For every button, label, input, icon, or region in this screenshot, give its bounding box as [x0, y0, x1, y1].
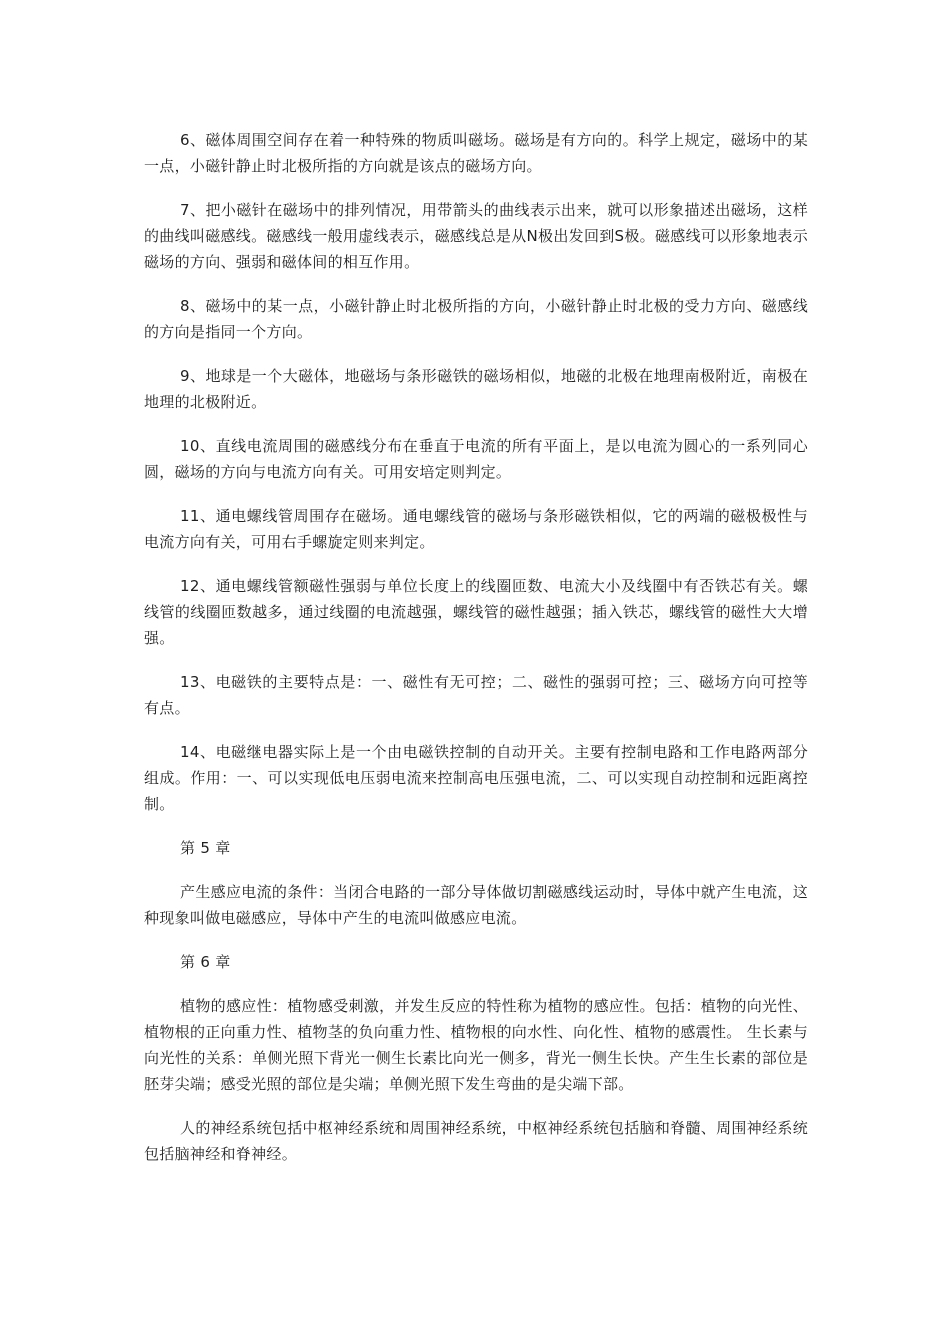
paragraph-6: 6、磁体周围空间存在着一种特殊的物质叫磁场。磁场是有方向的。科学上规定，磁场中的某一点，小磁针静止时北极所指的方向就是该点的磁场方向。	[144, 131, 808, 175]
paragraph-12: 12、通电螺线管额磁性强弱与单位长度上的线圈匝数、电流大小及线圈中有否铁芯有关。螺线管的线圈匝数越多，通过线圈的电流越强，螺线管的磁性越强；插入铁芯，螺线管的磁性大大增强。	[144, 577, 808, 647]
chapter-5-heading: 第 5 章	[180, 839, 231, 857]
chapter-6-paragraph-nervous-system: 人的神经系统包括中枢神经系统和周围神经系统，中枢神经系统包括脑和脊髓、周围神经系统包括脑神经和脊神经。	[144, 1119, 808, 1163]
chapter-5-paragraph: 产生感应电流的条件：当闭合电路的一部分导体做切割磁感线运动时，导体中就产生电流，这种现象叫做电磁感应，导体中产生的电流叫做感应电流。	[144, 883, 808, 927]
paragraph-8: 8、磁场中的某一点，小磁针静止时北极所指的方向，小磁针静止时北极的受力方向、磁感线的方向是指同一个方向。	[144, 297, 808, 341]
chapter-6-paragraph-plant: 植物的感应性：植物感受刺激，并发生反应的特性称为植物的感应性。包括：植物的向光性、植物根的正向重力性、植物茎的负向重力性、植物根的向水性、向化性、植物的感震性。 生长素与向光性的关系：单侧光照下背光一侧生长素比向光一侧多，背光一侧生长快。产生生长素的部位是胚芽尖端；感受光照的部位是尖端；单侧光照下发生弯曲的是尖端下部。	[144, 997, 808, 1093]
paragraph-10: 10、直线电流周围的磁感线分布在垂直于电流的所有平面上，是以电流为圆心的一系列同心圆，磁场的方向与电流方向有关。可用安培定则判定。	[144, 437, 808, 481]
paragraph-13: 13、电磁铁的主要特点是：一、磁性有无可控；二、磁性的强弱可控；三、磁场方向可控等有点。	[144, 673, 808, 717]
paragraph-14: 14、电磁继电器实际上是一个由电磁铁控制的自动开关。主要有控制电路和工作电路两部分组成。作用：一、可以实现低电压弱电流来控制高电压强电流，二、可以实现自动控制和远距离控制。	[144, 743, 808, 813]
paragraph-11: 11、通电螺线管周围存在磁场。通电螺线管的磁场与条形磁铁相似，它的两端的磁极极性与电流方向有关，可用右手螺旋定则来判定。	[144, 507, 808, 551]
document-body	[144, 127, 808, 1185]
paragraph-7: 7、把小磁针在磁场中的排列情况，用带箭头的曲线表示出来，就可以形象描述出磁场，这样的曲线叫磁感线。磁感线一般用虚线表示，磁感线总是从N极出发回到S极。磁感线可以形象地表示磁场的方向、强弱和磁体间的相互作用。	[144, 201, 808, 271]
paragraph-9: 9、地球是一个大磁体，地磁场与条形磁铁的磁场相似，地磁的北极在地理南极附近，南极在地理的北极附近。	[144, 367, 808, 411]
chapter-6-heading: 第 6 章	[180, 953, 231, 971]
